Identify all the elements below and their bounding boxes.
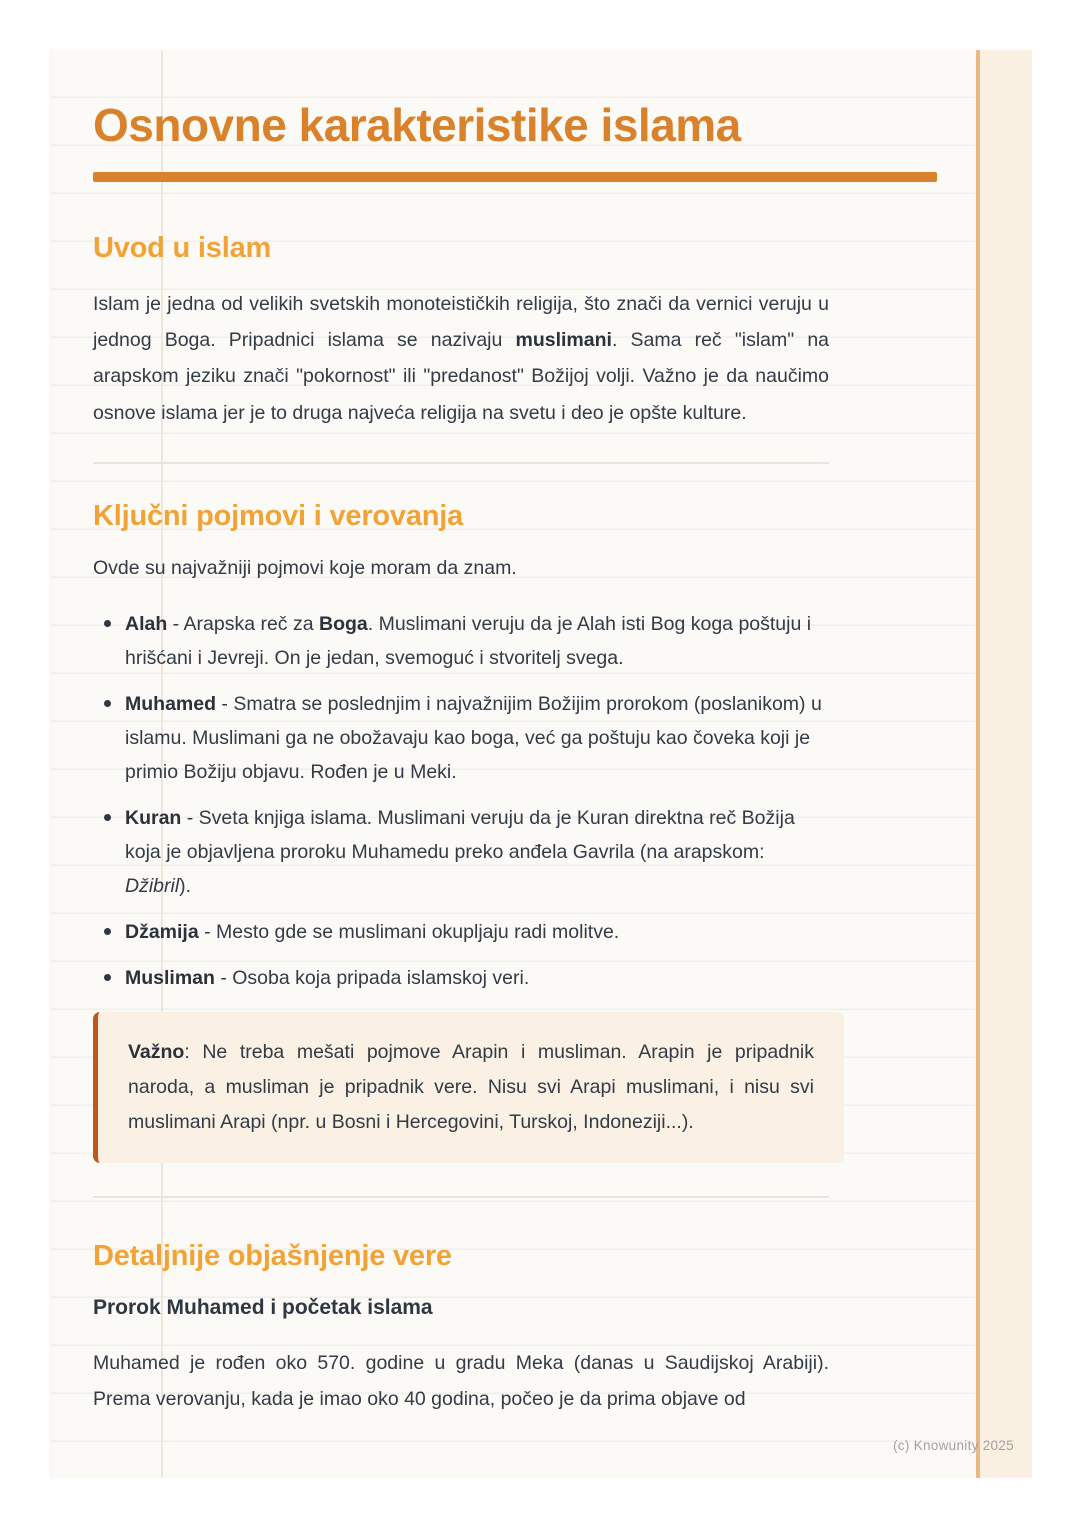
section-uvod (93, 230, 937, 431)
list-item-musliman: Musliman - Osoba koja pripada islamskoj veri. (93, 961, 833, 995)
subsection-heading-prorok: Prorok Muhamed i početak islama (93, 1296, 433, 1320)
list-item-dzamija: Džamija - Mesto gde se muslimani okupljaju radi molitve. (93, 915, 833, 949)
details-paragraph: Muhamed je rođen oko 570. godine u gradu Meka (danas u Saudijskoj Arabiji). Prema verovanju, kada je imao oko 40 godina, počeo je da prima objave od (93, 1352, 829, 1411)
title-underline (93, 172, 937, 182)
page-edge-strip (980, 50, 1032, 1478)
section-heading-detaljnije: Detaljnije objašnjenje vere (93, 1240, 452, 1273)
important-callout (93, 1012, 844, 1163)
concepts-list (93, 607, 833, 995)
list-item-kuran: Kuran - Sveta knjiga islama. Muslimani veruju da je Kuran direktna reč Božija koja je objavljena proroku Muhamedu preko anđela Gavrila (na arapskom: Džibril). (93, 801, 833, 903)
notebook-page (50, 50, 976, 1478)
section-divider-1 (93, 462, 829, 464)
copyright-watermark: (c) Knowunity 2025 (893, 1438, 1014, 1453)
section-heading-uvod: Uvod u islam (93, 232, 272, 264)
list-item-alah: Alah - Arapska reč za Boga. Muslimani veruju da je Alah isti Bog koga poštuju i hrišćani i Jevreji. On je jedan, svemoguć i stvoritelj svega. (93, 607, 833, 675)
page-title: Osnovne karakteristike islama (93, 99, 741, 151)
section-detaljnije (93, 1238, 937, 1417)
section-heading-kljucni: Ključni pojmovi i verovanja (93, 499, 464, 532)
callout-text: Važno: Ne treba mešati pojmove Arapin i musliman. Arapin je pripadnik naroda, a musliman je pripadnik vere. Nisu svi Arapi muslimani, i nisu svi muslimani Arapi (npr. u Bosni i Hercegovini, Turskoj, Indoneziji...). (128, 1041, 814, 1134)
intro-paragraph: Islam je jedna od velikih svetskih monoteističkih religija, što znači da vernici veruju u jednog Boga. Pripadnici islama se nazivaju muslimani. Sama reč "islam" na arapskom jeziku znači "pokornost" ili "predanost" Božijoj volji. Važno je da naučimo osnove islama jer je to druga najveća religija na svetu i deo je opšte kulture. (93, 293, 830, 424)
page-content (93, 50, 937, 1417)
list-item-muhamed: Muhamed - Smatra se poslednjim i najvažnijim Božijim prorokom (poslanikom) u islamu. Muslimani ga ne obožavaju kao boga, već ga poštuju kao čoveka koji je primio Božiju objavu. Rođen je u Meki. (93, 687, 833, 789)
section-kljucni-pojmovi (93, 498, 937, 1163)
concepts-lead: Ovde su najvažniji pojmovi koje moram da znam. (93, 556, 517, 579)
section-divider-2 (93, 1196, 829, 1198)
